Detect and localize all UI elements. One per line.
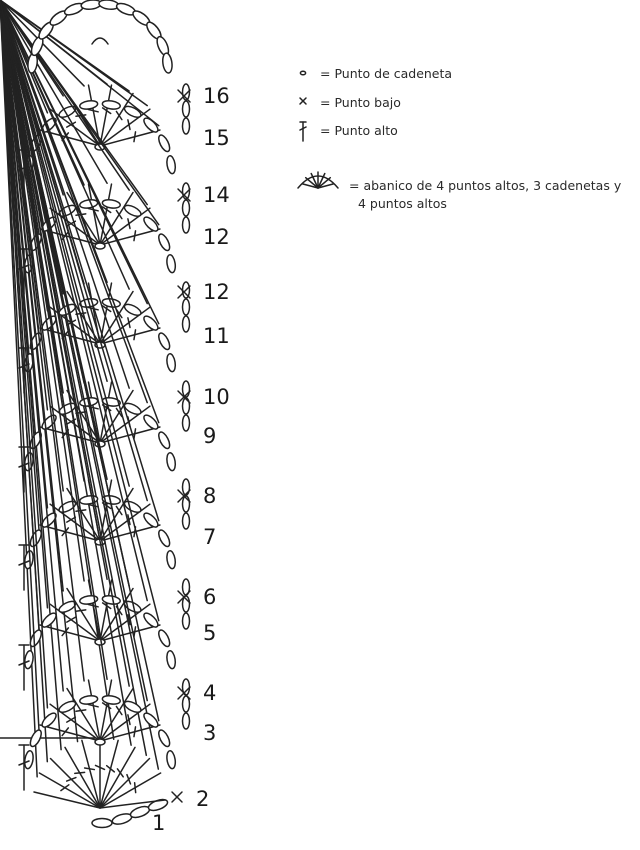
chain-stitch	[166, 750, 177, 769]
chain-stitch	[24, 750, 35, 769]
chain-stitch	[92, 819, 112, 828]
chain-stitch	[157, 628, 172, 648]
chain-stitch	[129, 804, 151, 819]
row-number-13: 12	[203, 225, 230, 249]
legend-dc	[300, 122, 398, 141]
chain-stitch	[166, 550, 177, 569]
legend-fan-label-line1: = abanico de 4 puntos altos, 3 cadenetas y	[349, 178, 622, 193]
chain-stitch	[40, 711, 58, 729]
row-number-5: 5	[203, 621, 217, 645]
chain-stitch	[123, 302, 143, 317]
chain-stitch	[79, 100, 98, 111]
fan-base	[95, 739, 105, 745]
legend	[298, 66, 622, 211]
double-crochet-icon	[300, 122, 306, 141]
single-crochet-stitch	[172, 792, 182, 802]
fan-base	[95, 243, 105, 249]
chain-stitch	[123, 104, 143, 119]
row-number-3: 3	[203, 721, 217, 745]
chain-stitch-icon	[300, 71, 305, 75]
legend-chain	[300, 66, 452, 81]
chain-stitch	[157, 331, 172, 351]
chain-stitch	[157, 133, 172, 153]
chain-stitch	[111, 812, 133, 826]
chain-stitch	[157, 430, 172, 450]
chain-stitch	[79, 695, 98, 706]
fan-base	[95, 639, 105, 645]
chain-stitch	[166, 353, 177, 372]
turning-chain	[183, 316, 190, 332]
turning-chain	[183, 713, 190, 729]
legend-dc-label: = Punto alto	[320, 123, 398, 138]
turning-chain	[183, 217, 190, 233]
legend-sc	[300, 95, 401, 110]
row-number-10: 10	[203, 385, 230, 409]
chain-stitch	[57, 104, 77, 119]
legend-sc-label: = Punto bajo	[320, 95, 401, 110]
chain-stitch	[24, 650, 35, 669]
row-number-16: 16	[203, 84, 230, 108]
turning-chain	[183, 613, 190, 629]
shell-stitch-diagram	[0, 0, 190, 827]
single-crochet-icon	[300, 98, 306, 104]
fan-stitch-icon	[298, 172, 338, 188]
row-number-1: 1	[152, 811, 166, 835]
turning-chain	[183, 299, 190, 315]
turning-chain	[183, 415, 190, 431]
chain-stitch	[157, 232, 172, 252]
row-number-12: 12	[203, 280, 230, 304]
row-number-2: 2	[196, 787, 210, 811]
legend-fan	[298, 172, 622, 211]
turning-chain	[183, 101, 190, 117]
chain-stitch	[142, 413, 160, 431]
chain-stitch	[166, 155, 177, 174]
row-number-6: 6	[203, 585, 217, 609]
turning-chain	[183, 118, 190, 134]
chain-stitch	[81, 0, 102, 10]
chain-stitch	[142, 314, 160, 332]
chain-stitch	[157, 728, 172, 748]
row-number-4: 4	[203, 681, 217, 705]
chain-stitch	[27, 53, 39, 74]
chain-stitch	[142, 215, 160, 233]
row-number-9: 9	[203, 424, 217, 448]
legend-chain-label: = Punto de cadeneta	[320, 66, 453, 81]
legend-fan-label-line2: 4 puntos altos	[358, 196, 447, 211]
chain-stitch	[162, 53, 174, 74]
turning-chain	[183, 200, 190, 216]
row-number-11: 11	[203, 324, 230, 348]
chain-stitch	[123, 203, 143, 218]
top-arch	[27, 0, 173, 74]
row-number-15: 15	[203, 126, 230, 150]
turning-chain	[183, 513, 190, 529]
chain-stitch	[157, 528, 172, 548]
row-numbers	[152, 84, 230, 835]
chain-stitch	[166, 254, 177, 273]
row-number-7: 7	[203, 525, 217, 549]
row-number-8: 8	[203, 484, 217, 508]
chain-stitch	[166, 452, 177, 471]
chain-stitch	[166, 650, 177, 669]
row-number-14: 14	[203, 183, 230, 207]
